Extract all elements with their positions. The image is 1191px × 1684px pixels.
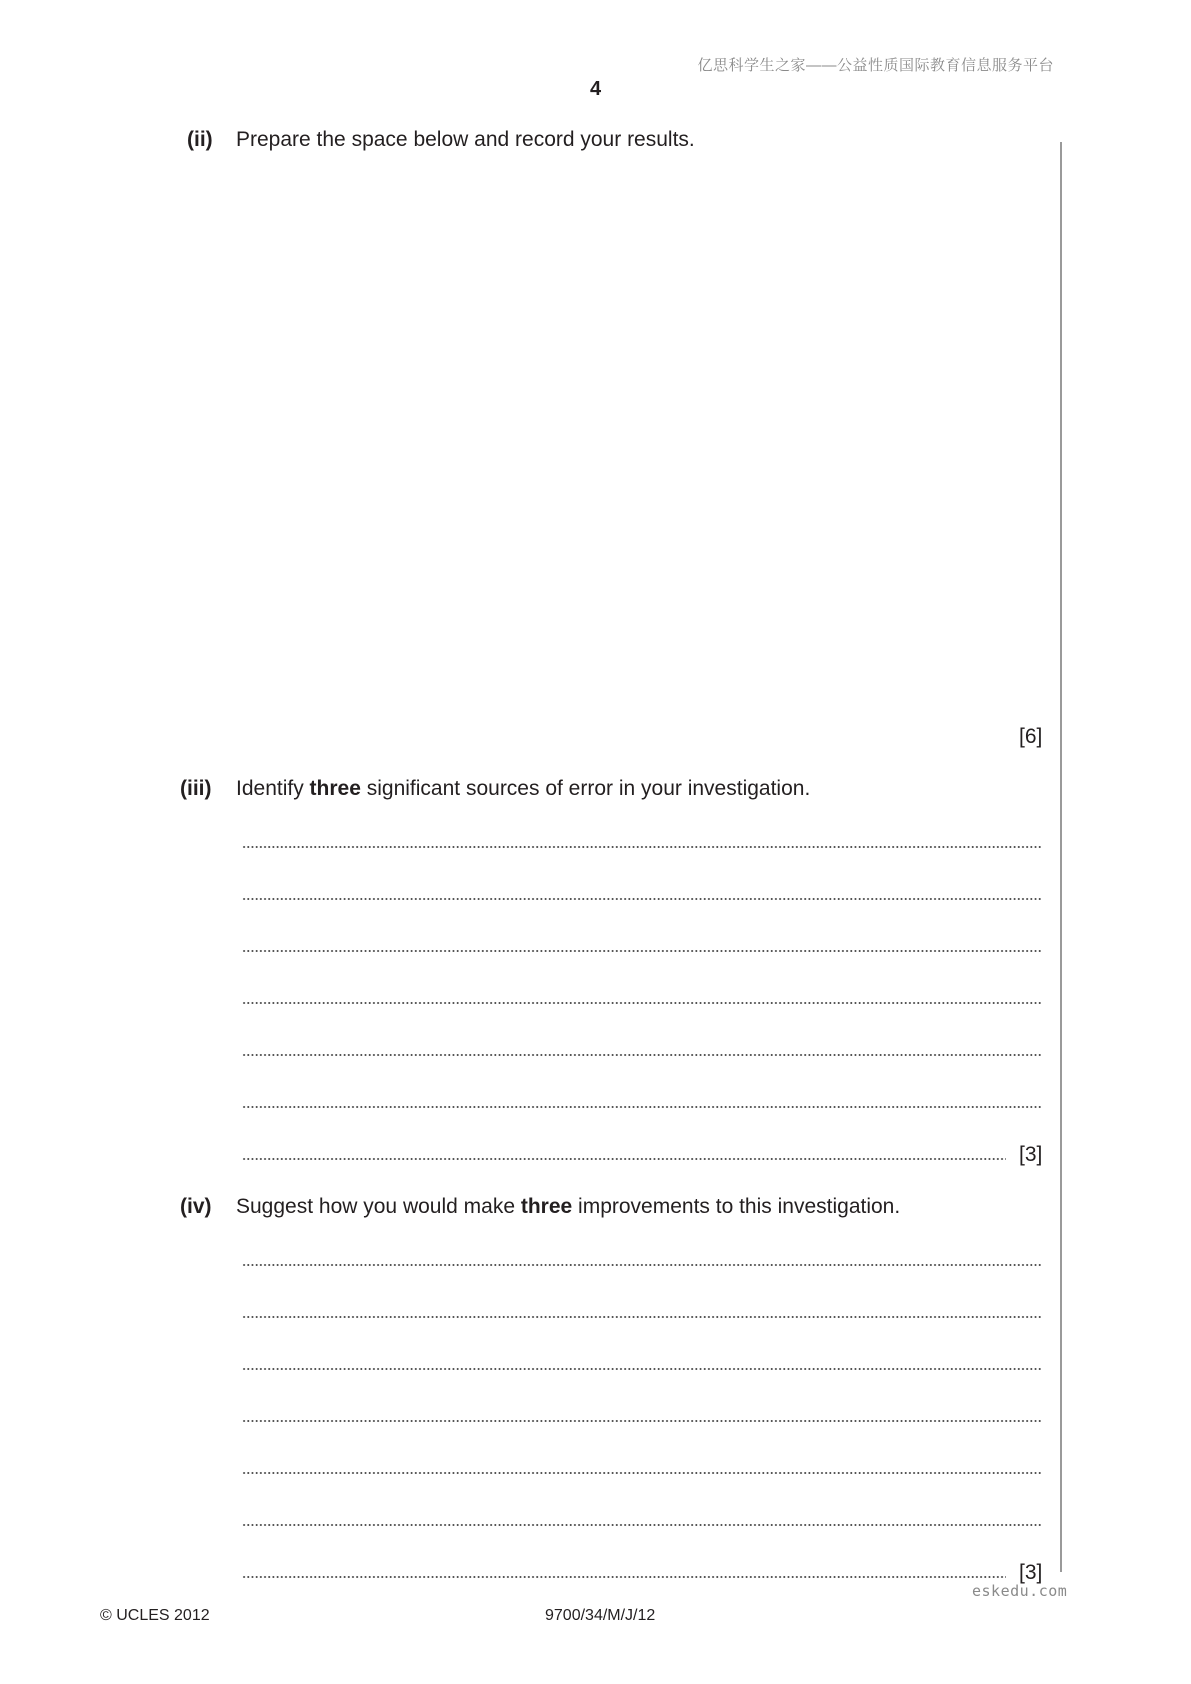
answer-line[interactable]	[242, 1106, 1042, 1108]
answer-line[interactable]	[242, 1002, 1042, 1004]
question-number-iii: (iii)	[180, 777, 212, 800]
answer-line[interactable]	[242, 1054, 1042, 1056]
answer-line[interactable]	[242, 1368, 1042, 1370]
answer-line[interactable]	[242, 1524, 1042, 1526]
footer-paper-code: 9700/34/M/J/12	[545, 1607, 656, 1624]
question-number-ii: (ii)	[187, 128, 213, 151]
answer-line[interactable]	[242, 1264, 1042, 1266]
answer-line[interactable]	[242, 1472, 1042, 1474]
emphasis-three: three	[520, 1195, 573, 1218]
question-text-ii: Prepare the space below and record your results.	[236, 128, 695, 151]
question-number-iv: (iv)	[180, 1195, 212, 1218]
question-text-iii: Identify three significant sources of error in your investigation.	[236, 777, 811, 800]
answer-line[interactable]	[242, 846, 1042, 848]
header-watermark: 亿思科学生之家——公益性质国际教育信息服务平台	[697, 57, 1054, 74]
answer-line[interactable]	[242, 950, 1042, 952]
question-text-iv: Suggest how you would make three improvements to this investigation.	[236, 1195, 901, 1218]
mark-iii: [3]	[1019, 1143, 1043, 1166]
emphasis-three: three	[309, 777, 361, 800]
answer-line[interactable]	[242, 1576, 1006, 1578]
answer-line[interactable]	[242, 1316, 1042, 1318]
page-number: 4	[589, 78, 602, 100]
mark-ii: [6]	[1019, 725, 1043, 748]
margin-rule	[1060, 142, 1062, 1572]
answer-line[interactable]	[242, 898, 1042, 900]
answer-line[interactable]	[242, 1420, 1042, 1422]
answer-line[interactable]	[242, 1158, 1006, 1160]
footer-copyright: © UCLES 2012	[100, 1607, 210, 1624]
mark-iv: [3]	[1019, 1561, 1043, 1584]
results-answer-space[interactable]	[236, 170, 1046, 710]
footer-watermark: eskedu.com	[972, 1582, 1068, 1600]
